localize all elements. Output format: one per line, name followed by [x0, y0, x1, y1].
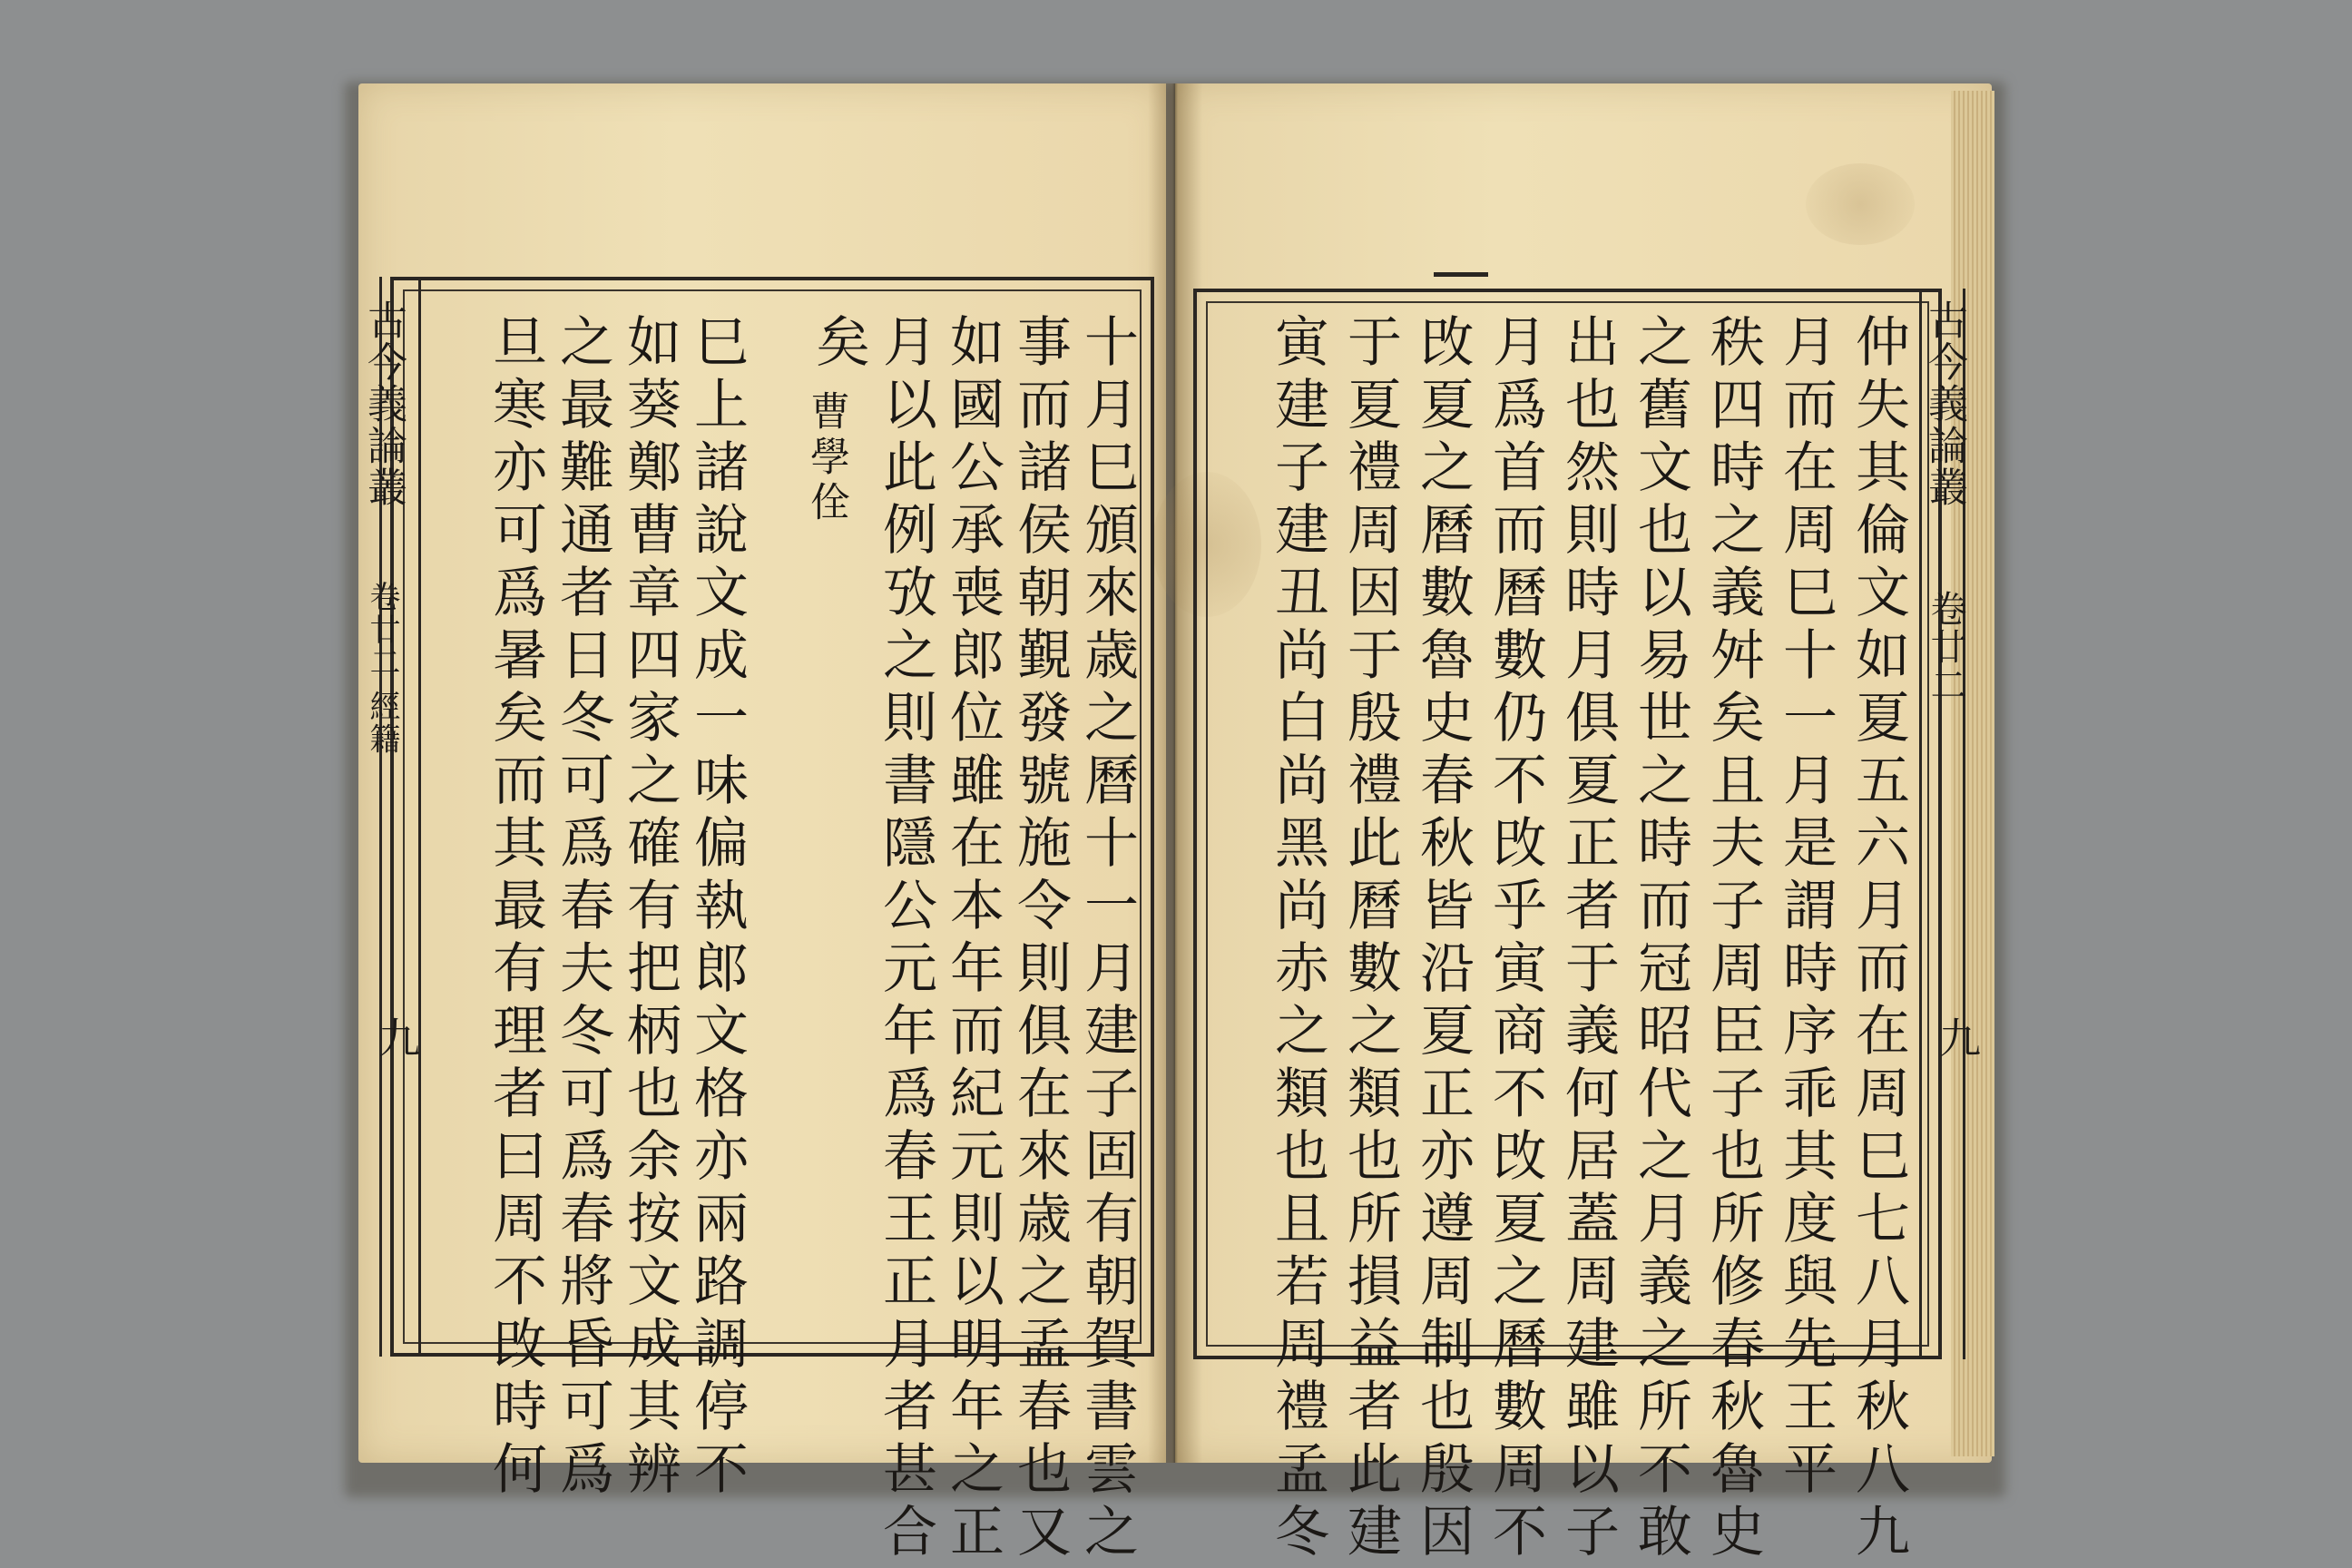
right-column-4: 之舊文也以易世之時而冠昭代之月義之所不敢 — [1629, 313, 1692, 1565]
right-margin-volume: 卷廿二 — [1925, 590, 1966, 704]
right-column-9: 寅建子建丑尚白尚黑尚赤之類也且若周禮孟冬 — [1266, 313, 1329, 1565]
left-column-9: 之最難通者日冬可爲春夫冬可爲春將昏可爲 — [551, 313, 614, 1503]
right-column-5: 出也然則時月俱夏正者于義何居蓋周建雖以子 — [1556, 313, 1620, 1565]
left-column-1: 十月巳頒來歳之曆十一月建子固有朝賀書雲之 — [1075, 313, 1139, 1565]
right-column-6: 月爲首而曆數仍不攺乎寅商不攺夏之曆數周不 — [1484, 313, 1547, 1565]
right-column-1: 仲失其倫文如夏五六月而在周巳七八月秋八九 — [1847, 313, 1910, 1565]
right-column-7: 攺夏之曆數魯史春秋皆沿夏正亦遵周制也殷因 — [1411, 313, 1475, 1565]
right-column-8: 于夏禮周因于殷禮此曆數之類也所損益者此建 — [1338, 313, 1402, 1565]
right-page-number: 九 — [1933, 1016, 1982, 1058]
left-margin-volume: 卷廿二 經籍 — [364, 581, 400, 756]
right-column-3: 秩四時之義舛矣且夫子周臣子也所修春秋魯史 — [1701, 313, 1765, 1565]
left-column-5-attribution: 曹學佺 — [803, 390, 849, 526]
left-margin-title: 古今義論叢 — [360, 299, 407, 508]
left-column-5: 矣 — [807, 313, 870, 376]
left-column-2: 事而諸侯朝覲發號施令則俱在來歳之孟春也又 — [1008, 313, 1072, 1565]
right-margin-title: 古今義論叢 — [1921, 299, 1967, 508]
left-column-7: 巳上諸說文成一味偏執郎文格亦兩路調停不 — [685, 313, 749, 1503]
left-column-3: 如國公承喪郎位雖在本年而紀元則以明年之正 — [941, 313, 1004, 1565]
left-column-4: 月以此例攷之則書隱公元年爲春王正月者甚合 — [874, 313, 937, 1565]
paper-stain — [1806, 163, 1915, 245]
right-column-2: 月而在周巳十一月是謂時序乖其度與先王平 — [1774, 313, 1838, 1503]
left-column-8: 如葵鄭曹章四家之確有把柄也余按文成其辨 — [618, 313, 681, 1503]
top-frame-mark — [1434, 272, 1488, 277]
left-column-10: 旦寒亦可爲暑矣而其最有理者曰周不攺時何 — [484, 313, 547, 1503]
left-page-number: 九 — [372, 1016, 421, 1058]
